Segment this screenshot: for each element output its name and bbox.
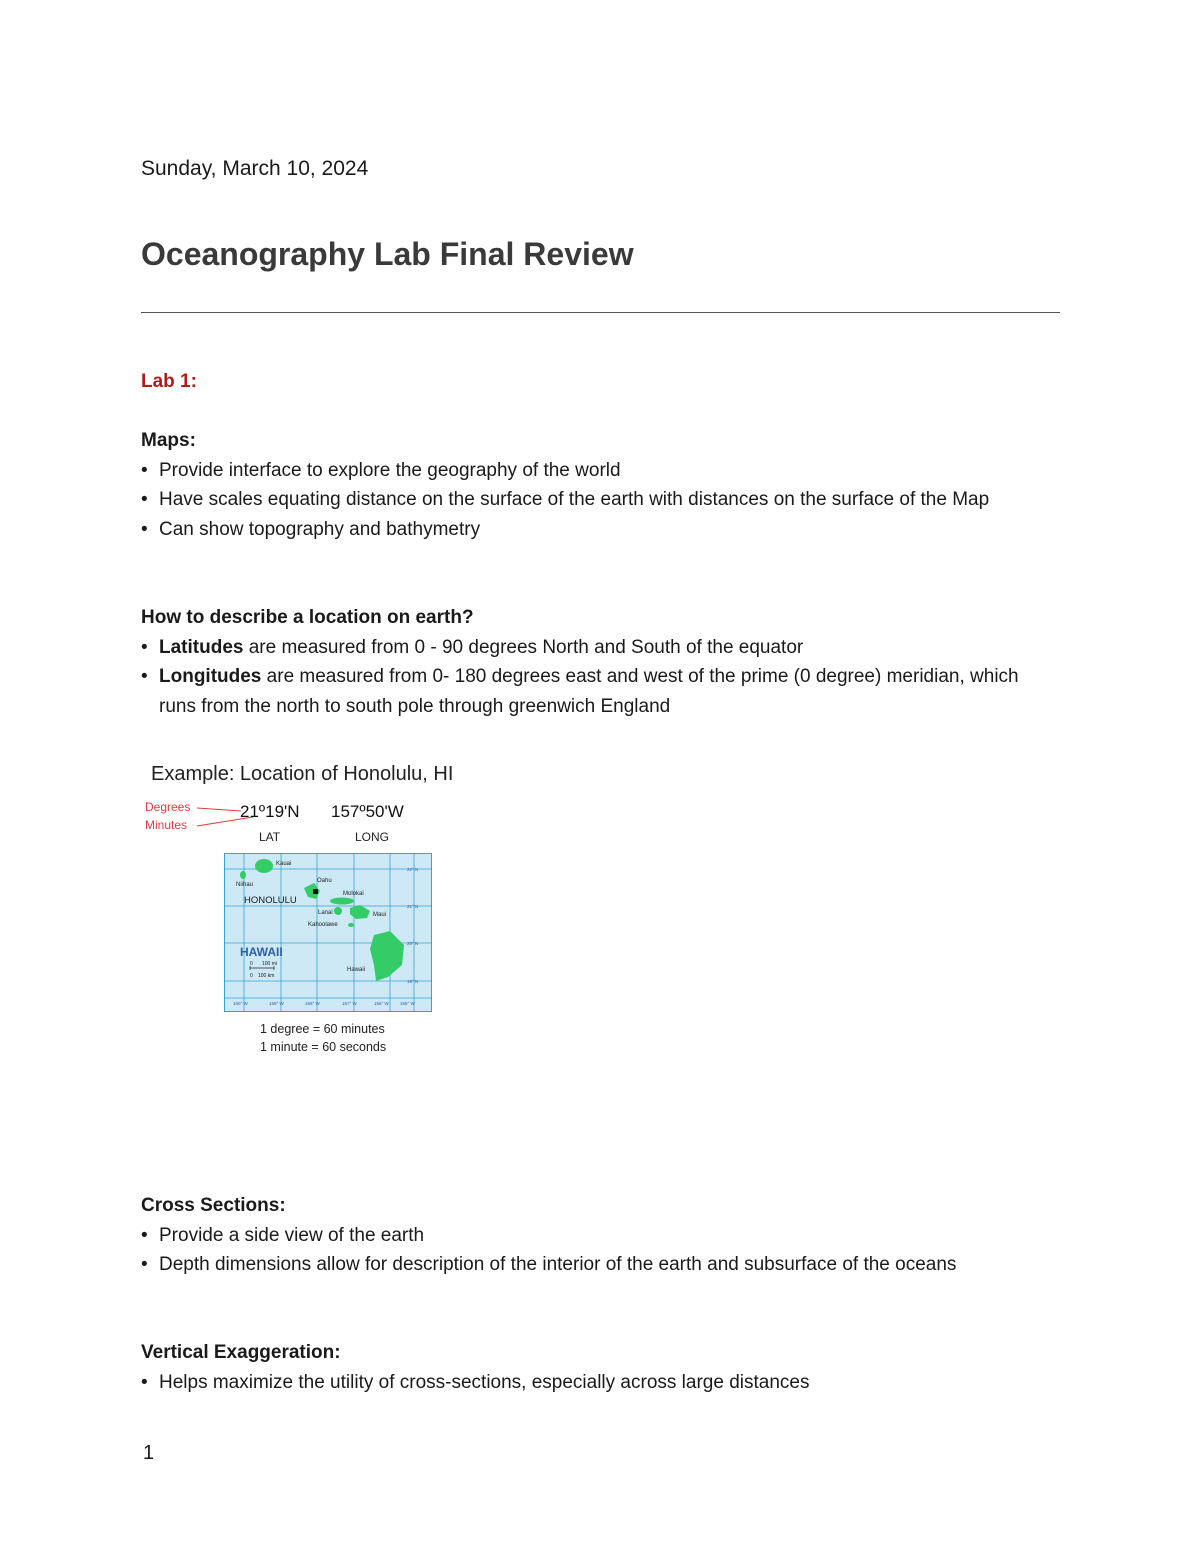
maps-section [141,426,1060,544]
cross-sections-section [141,1191,1060,1280]
scale-mi-label: 100 mi [262,961,278,967]
niihau-island [240,871,246,879]
vertical-exaggeration-heading: Vertical Exaggeration: [141,1342,341,1363]
figure-title: Example: Location of Honolulu, HI [151,763,454,785]
latitudes-text: are measured from 0 - 90 degrees North and South of the equator [243,636,804,658]
kauai-label: Kauai [276,861,292,867]
lab-1-label [141,367,1060,397]
niihau-label: Niihau [236,882,254,888]
oahu-label: Oahu [317,878,332,884]
vertical-exaggeration-list [141,1368,1060,1398]
list-item: • Have scales equating distance on the surface of the earth with distances on the surface of the Map [141,485,1060,515]
pointer-lines [141,760,501,840]
list-item [141,662,1060,721]
title-divider [141,312,1060,313]
minutes-label: Minutes [145,818,188,832]
long-tick-157: 157° W [342,1001,357,1006]
lat-tick-21: 21° N [407,904,419,909]
honolulu-marker [313,889,318,894]
long-tick-160: 160° W [233,1001,248,1006]
scale-km-label: 100 km [258,973,275,979]
degrees-label: Degrees [145,800,191,814]
cross-sections-list [141,1221,1060,1280]
molokai-island [330,898,354,905]
lat-tick-22: 22° N [407,867,419,872]
lat-caption: LAT [259,830,281,844]
hawaii-island-label: Hawaii [347,967,366,973]
list-item: • Provide interface to explore the geography of the world [141,456,1060,486]
long-tick-158: 158° W [305,1001,320,1006]
location-heading: How to describe a location on earth? [141,607,474,628]
lab-label: Lab 1: [141,371,197,392]
scale-zero-mi: 0 [250,961,253,967]
document-title: Oceanography Lab Final Review [141,236,634,272]
scale-zero-km: 0 [250,973,253,979]
honolulu-label: HONOLULU [244,895,297,906]
list-item: • Helps maximize the utility of cross-sections, especially across large distances [141,1368,1060,1398]
honolulu-figure [141,760,501,1060]
longitudes-term: Longitudes [159,666,262,687]
hawaii-state-label: HAWAII [240,945,283,959]
conversion-minute: 1 minute = 60 seconds [260,1040,387,1054]
location-section [141,603,1060,721]
longitudes-text: are measured from 0- 180 degrees east and west of the prime (0 degree) meridian, which runs from the north to south pole through greenwich England [159,666,1019,717]
long-tick-155: 155° W [400,1001,415,1006]
kahoolawe-island [348,923,354,927]
long-tick-156: 156° W [374,1001,389,1006]
conversion-degree: 1 degree = 60 minutes [260,1022,385,1036]
lanai-label: Lanai [318,910,333,916]
list-item: • Provide a side view of the earth [141,1221,1060,1251]
longitude-value: 157º50'W [331,802,404,821]
hawaii-map [224,853,433,1013]
list-item [141,633,1060,663]
list-item: • Depth dimensions allow for description of the interior of the earth and subsurface of the oceans [141,1250,1060,1280]
document-date: Sunday, March 10, 2024 [141,157,369,180]
kauai-island [255,859,273,873]
maps-list [141,456,1060,545]
lanai-island [334,907,342,915]
list-item: • Can show topography and bathymetry [141,515,1060,545]
lat-tick-20: 20° N [407,941,419,946]
page-number: 1 [143,1442,155,1464]
maui-label: Maui [373,912,387,918]
molokai-label: Molokai [343,891,364,897]
lat-tick-19: 19° N [407,979,419,984]
maps-heading: Maps: [141,430,196,451]
kahoolawe-label: Kahoolawe [308,922,338,928]
long-tick-159: 159° W [269,1001,284,1006]
location-list [141,633,1060,722]
long-caption: LONG [355,830,390,844]
latitudes-term: Latitudes [159,636,244,658]
vertical-exaggeration-section [141,1338,1060,1397]
latitude-value: 21º19'N [240,802,300,821]
cross-sections-heading: Cross Sections: [141,1195,286,1216]
